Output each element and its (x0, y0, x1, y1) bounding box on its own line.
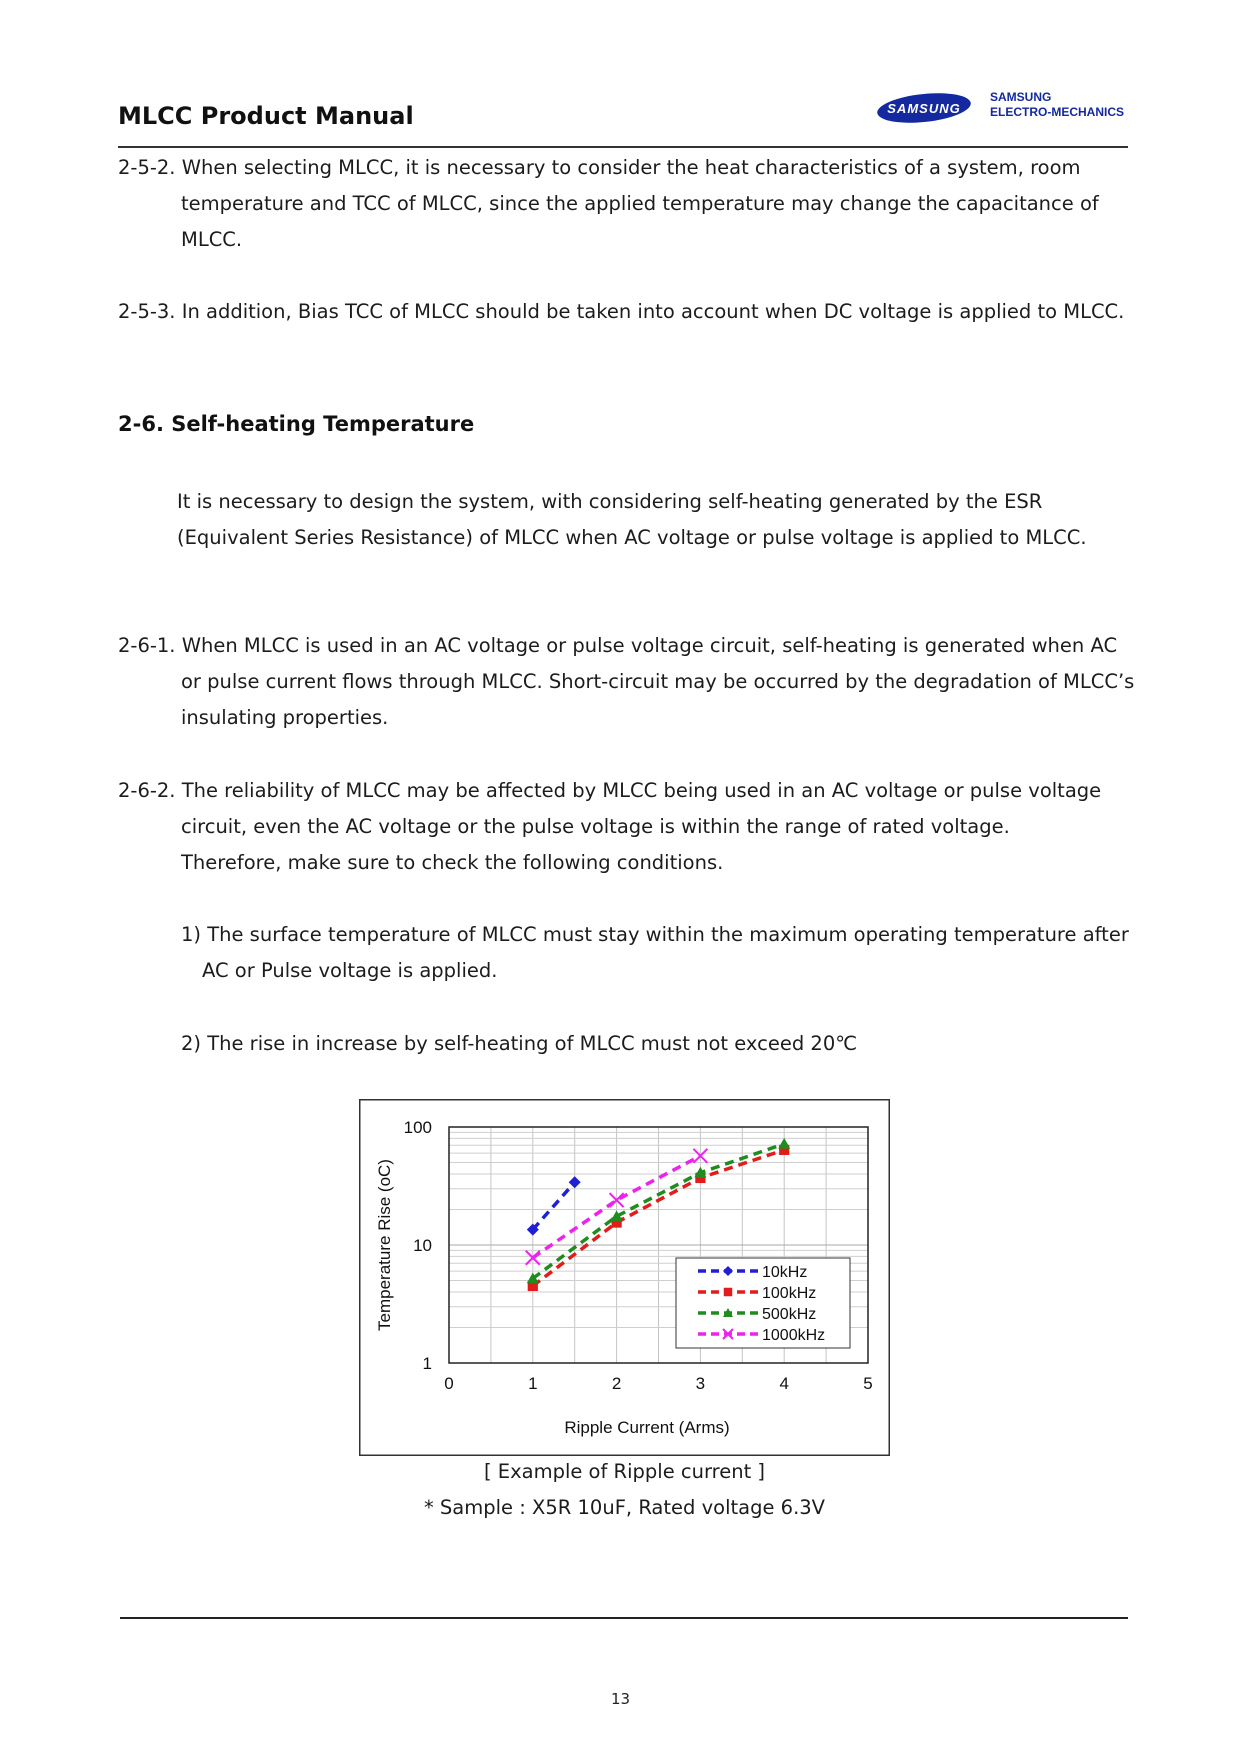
logo-company-line1: SAMSUNG (990, 90, 1052, 104)
text-line: Therefore, make sure to check the following conditions. (181, 851, 724, 874)
text-line: (Equivalent Series Resistance) of MLCC when AC voltage or pulse voltage is applied to MLCC. (177, 526, 1087, 549)
text-line: 2-5-3. In addition, Bias TCC of MLCC should be taken into account when DC voltage is applied to MLCC. (118, 300, 1125, 323)
legend-label: 500kHz (762, 1306, 817, 1323)
text-line: insulating properties. (181, 706, 389, 729)
text-line: 2) The rise in increase by self-heating of MLCC must not exceed 20℃ (181, 1032, 858, 1055)
logo-wordmark: SAMSUNG (887, 101, 961, 116)
y-tick-label: 100 (403, 1118, 432, 1137)
legend-label: 100kHz (762, 1285, 817, 1302)
condition-1 (181, 917, 1129, 989)
legend-label: 1000kHz (762, 1327, 826, 1344)
header-divider (118, 146, 1128, 148)
x-tick-label: 5 (863, 1374, 873, 1393)
intro-paragraph (177, 484, 1087, 556)
paragraph-2-6-1 (118, 628, 1134, 736)
logo-company-line2: ELECTRO-MECHANICS (990, 105, 1124, 119)
condition-2 (181, 1026, 857, 1062)
text-line: MLCC. (181, 228, 243, 251)
chart-legend (676, 1258, 850, 1348)
x-tick-label: 1 (528, 1374, 538, 1393)
sample-note: * Sample : X5R 10uF, Rated voltage 6.3V (423, 1496, 826, 1519)
ripple-current-chart (359, 1099, 890, 1456)
y-tick-label: 10 (413, 1236, 432, 1255)
x-axis-label: Ripple Current (Arms) (564, 1418, 730, 1437)
point-marker (724, 1288, 733, 1297)
samsung-logo (876, 84, 1128, 132)
page-number: 13 (610, 1690, 631, 1708)
x-tick-label: 0 (444, 1374, 454, 1393)
x-tick-label: 4 (779, 1374, 789, 1393)
text-line: 2-6-1. When MLCC is used in an AC voltage or pulse voltage circuit, self-heating is generated when AC (118, 634, 1118, 657)
text-line: AC or Pulse voltage is applied. (202, 959, 498, 982)
paragraph-2-6-2 (118, 773, 1101, 881)
y-axis-label: Temperature Rise (oC) (375, 1159, 394, 1331)
chart-caption: [ Example of Ripple current ] (483, 1460, 766, 1483)
page-title: MLCC Product Manual (118, 102, 414, 130)
text-line: circuit, even the AC voltage or the pulse voltage is within the range of rated voltage. (181, 815, 1010, 838)
x-tick-label: 2 (611, 1374, 622, 1393)
paragraph-2-5-3 (118, 294, 1124, 330)
legend-label: 10kHz (762, 1264, 808, 1281)
text-line: 2-6-2. The reliability of MLCC may be affected by MLCC being used in an AC voltage or pulse voltage (118, 779, 1102, 802)
paragraph-2-5-2 (118, 150, 1099, 258)
section-heading: 2-6. Self-heating Temperature (118, 412, 475, 436)
x-tick-label: 3 (695, 1374, 706, 1393)
text-line: 2-5-2. When selecting MLCC, it is necessary to consider the heat characteristics of a system, room (118, 156, 1081, 179)
text-line: temperature and TCC of MLCC, since the applied temperature may change the capacitance of (181, 192, 1099, 215)
text-line: 1) The surface temperature of MLCC must stay within the maximum operating temperature after (181, 923, 1129, 946)
text-line: It is necessary to design the system, with considering self-heating generated by the ESR (177, 490, 1043, 513)
text-line: or pulse current flows through MLCC. Short-circuit may be occurred by the degradation of MLCC’s (181, 670, 1135, 693)
footer-divider (120, 1617, 1128, 1619)
y-tick-label: 1 (422, 1354, 432, 1373)
